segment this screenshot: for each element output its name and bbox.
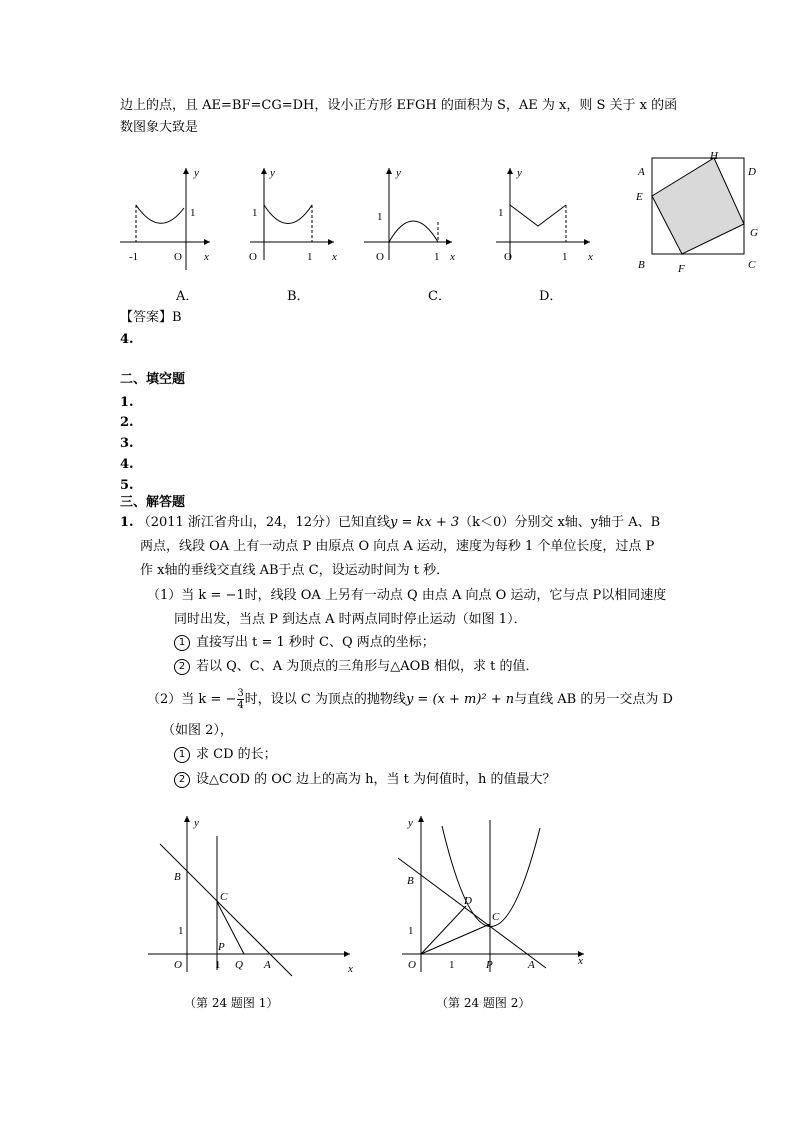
- q1-number: 1.: [120, 515, 134, 530]
- q1-line-1-text: （2011 浙江省舟山，24，12分）已知直线: [137, 515, 391, 530]
- answer-tag: 【答案】: [120, 310, 173, 325]
- fig2-o: O: [408, 959, 416, 971]
- fraction-numerator: 3: [237, 688, 244, 699]
- intro-line-1: 边上的点，且 AE=BF=CG=DH，设小正方形 EFGH 的面积为 S，AE 为 x，则 S 关于 x 的函: [120, 98, 678, 113]
- q1-line-3: 作 x轴的垂线交直线 AB于点 C，设运动时间为 t 秒．: [140, 563, 450, 578]
- q1-line-2: 两点，线段 OA 上有一动点 P 由原点 O 向点 A 运动，速度为每秒 1 个单位长度，过点 P: [140, 539, 655, 554]
- graph-a-origin: O: [174, 251, 182, 263]
- sq-label-a: A: [638, 166, 645, 178]
- graph-c-tick-x: 1: [434, 251, 440, 263]
- square-figure: [632, 148, 772, 278]
- part2-equation: y = (x + m)² + n: [405, 692, 515, 707]
- item-4: 4.: [120, 332, 134, 347]
- part1-sub-1: [174, 634, 435, 652]
- fill-item-5: 5.: [120, 478, 134, 493]
- option-c-label: C．: [428, 289, 451, 304]
- fig2-one-y: 1: [408, 925, 414, 937]
- graph-c-x: x: [450, 251, 455, 263]
- graph-d-x: x: [588, 251, 593, 263]
- sq-label-d: D: [748, 166, 756, 178]
- fig2-a: A: [528, 959, 535, 971]
- fill-item-3: 3.: [120, 436, 134, 451]
- graph-b-x: x: [332, 251, 337, 263]
- fig2-c: C: [492, 911, 500, 923]
- part2-sub-1-text: 求 CD 的长；: [196, 747, 277, 762]
- part1-sub-1-text: 直接写出 t = 1 秒时 C、Q 两点的坐标；: [196, 635, 435, 650]
- part1-line-2: 同时出发，当点 P 到达点 A 时两点同时停止运动（如图 1）．: [174, 612, 527, 627]
- graph-b-y: y: [270, 167, 275, 179]
- part2-line-2: （如图 2），: [162, 723, 233, 738]
- fig2-d: D: [464, 895, 472, 907]
- part1-sub-2: [174, 658, 538, 676]
- circled-number: 1: [174, 635, 190, 651]
- intro-line-2: 数图象大致是: [120, 120, 199, 135]
- fig1-x: x: [348, 963, 353, 975]
- part2-sub-2-text: 设△COD 的 OC 边上的高为 h，当 t 为何值时，h 的值最大？: [196, 772, 556, 787]
- fill-item-2: 2.: [120, 415, 134, 430]
- part2-pre: （2）当 k = −: [147, 692, 237, 707]
- sq-label-c: C: [748, 259, 756, 271]
- fig1-one-x: 1: [215, 959, 221, 971]
- option-graphs: [112, 160, 712, 300]
- fig1-c: C: [220, 891, 228, 903]
- sq-label-h: H: [710, 150, 718, 162]
- part2-sub-2: [174, 771, 556, 789]
- graph-b: [249, 167, 337, 263]
- graph-c-origin: O: [376, 251, 384, 263]
- fill-item-4: 4.: [120, 457, 134, 472]
- graph-d-origin: O: [504, 251, 512, 263]
- graph-a-tick-y: 1: [190, 207, 196, 219]
- part2-line-1: [147, 688, 673, 711]
- option-a-label: A．: [176, 289, 199, 304]
- graph-a-x: x: [204, 251, 209, 263]
- fig1-q: Q: [235, 959, 243, 971]
- graph-a-tick-left: -1: [129, 251, 139, 263]
- fig2-caption: （第 24 题图 2）: [436, 996, 531, 1010]
- graph-d-tick-x: 1: [562, 251, 568, 263]
- graph-b-tick-y: 1: [252, 207, 258, 219]
- fig2-p: P: [486, 959, 493, 971]
- fig1-b: B: [174, 871, 181, 883]
- fig2-x: x: [578, 955, 583, 967]
- sq-label-b: B: [638, 259, 645, 271]
- q1-line-1: [120, 514, 660, 532]
- fig1-one-y: 1: [178, 925, 184, 937]
- part2-post: 与直线 AB 的另一交点为 D: [514, 692, 673, 707]
- fig1-p: P: [218, 941, 225, 953]
- answer: [120, 309, 182, 327]
- solve-section-title: 三、解答题: [120, 495, 186, 510]
- fill-section-title: 二、填空题: [120, 372, 186, 387]
- graph-c-tick-y: 1: [377, 211, 383, 223]
- graph-a: [120, 167, 210, 270]
- figure-1: [140, 812, 370, 982]
- fig2-y: y: [408, 817, 413, 829]
- circled-number: 2: [174, 772, 190, 788]
- q1-equation: y = kx + 3: [390, 515, 460, 530]
- figure-2: [394, 812, 604, 982]
- sq-label-f: F: [678, 263, 685, 275]
- option-d-label: D．: [539, 289, 563, 304]
- fig2-b: B: [407, 875, 414, 887]
- fig1-a: A: [264, 959, 271, 971]
- graph-b-origin: O: [249, 251, 257, 263]
- part2-mid: 时，设以 C 为顶点的抛物线: [244, 692, 406, 707]
- graph-c: [364, 167, 455, 263]
- fill-item-1: 1.: [120, 395, 134, 410]
- q1-line-1-tail: （k＜0）分别交 x轴、y轴于 A、B: [459, 515, 661, 530]
- part2-sub-1: [174, 746, 277, 764]
- circled-number: 1: [174, 747, 190, 763]
- fig1-caption: （第 24 题图 1）: [184, 996, 279, 1010]
- fig2-one-x: 1: [449, 959, 455, 971]
- option-b-label: B．: [287, 289, 310, 304]
- answer-value: B: [172, 310, 182, 325]
- graph-c-y: y: [396, 167, 401, 179]
- graph-d-y: y: [517, 167, 522, 179]
- fig1-o: O: [174, 959, 182, 971]
- part1-line-1: （1）当 k = −1时，线段 OA 上另有一动点 Q 由点 A 向点 O 运动，它与点 P以相同速度: [147, 588, 667, 603]
- circled-number: 2: [174, 659, 190, 675]
- sq-label-e: E: [636, 191, 643, 203]
- fraction: [237, 688, 243, 711]
- sq-label-g: G: [750, 227, 758, 239]
- graph-a-y: y: [194, 167, 199, 179]
- graph-d-tick-y: 1: [498, 207, 504, 219]
- graph-b-tick-x: 1: [307, 251, 313, 263]
- fraction-denominator: 4: [237, 700, 244, 711]
- fig1-y: y: [194, 817, 199, 829]
- part1-sub-2-text: 若以 Q、C、A 为顶点的三角形与△AOB 相似，求 t 的值．: [196, 659, 539, 674]
- graph-d: [496, 167, 593, 263]
